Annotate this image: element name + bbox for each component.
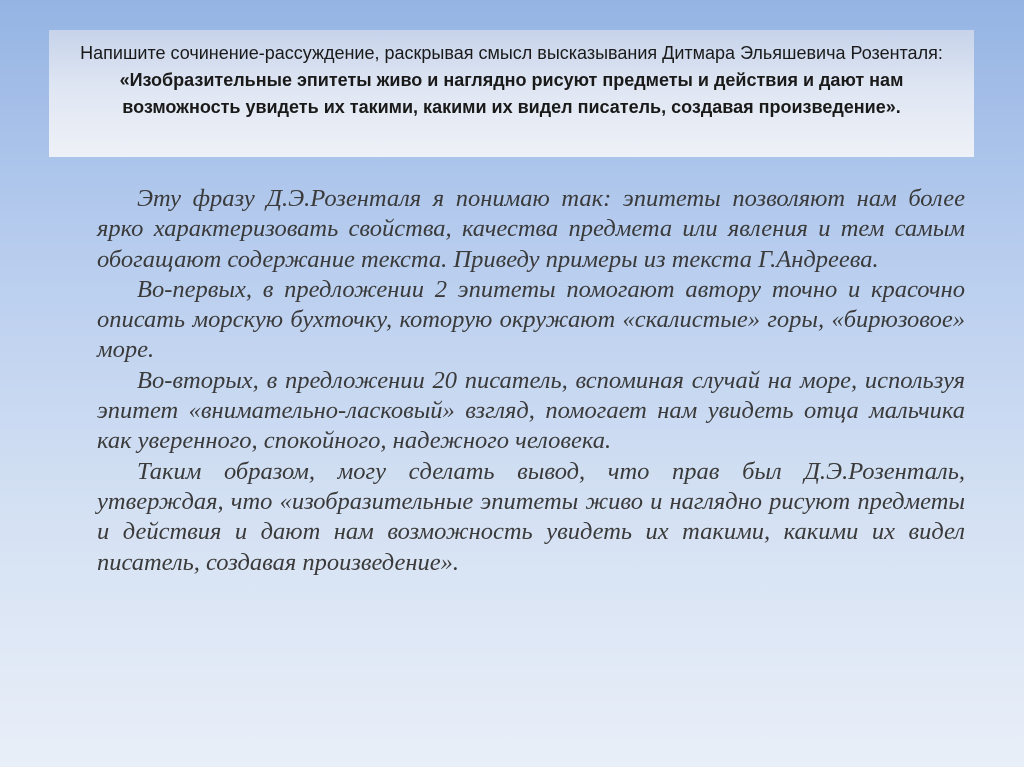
title-quote: «Изобразительные эпитеты живо и наглядно рисуют предметы и действия и дают нам возможность увидеть их такими, какими их видел писатель, создавая произведение». (119, 70, 904, 117)
paragraph-1: Эту фразу Д.Э.Розенталя я понимаю так: эпитеты позволяют нам более ярко характеризовать свойства, качества предмета или явления и тем самым обогащают содержание текста. Приведу примеры из текста Г.Андреева. (97, 185, 965, 273)
paragraph-4: Таким образом, могу сделать вывод, что прав был Д.Э.Розенталь, утверждая, что «изобразительные эпитеты живо и наглядно рисуют предметы и действия и дают нам возможность увидеть их такими, какими их видел писатель, создавая произведение». (97, 457, 965, 576)
essay-body (97, 184, 965, 578)
title-intro: Напишите сочинение-рассуждение, раскрывая смысл высказывания Дитмара Эльяшевича Розенталя: (80, 43, 943, 63)
paragraph-3: Во-вторых, в предложении 20 писатель, вспоминая случай на море, используя эпитет «внимательно-ласковый» взгляд, помогает нам увидеть отца мальчика как уверенного, спокойного, надежного человека. (97, 366, 965, 455)
title-box (49, 30, 974, 157)
paragraph-2: Во-первых, в предложении 2 эпитеты помогают автору точно и красочно описать морскую бухточку, которую окружают «скалистые» горы, «бирюзовое» море. (97, 275, 965, 364)
